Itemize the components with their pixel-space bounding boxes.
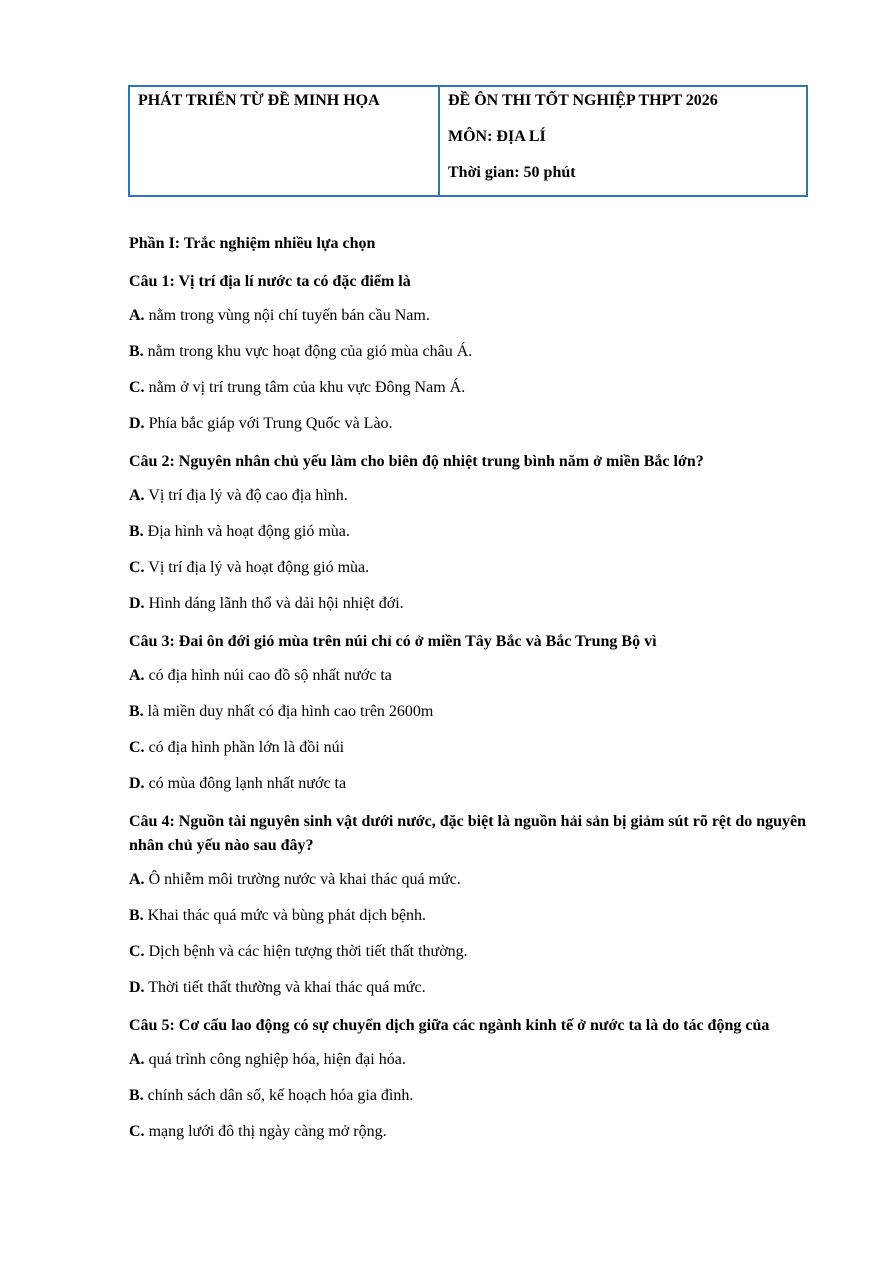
option-letter: A. (129, 871, 145, 888)
q3-option-c (129, 738, 809, 758)
q4-option-d (129, 978, 809, 998)
option-text: là miền duy nhất có địa hình cao trên 2600m (143, 703, 434, 720)
option-text: Ô nhiễm môi trường nước và khai thác quá mức. (144, 871, 461, 888)
question-1: Câu 1: Vị trí địa lí nước ta có đặc điểm là (129, 273, 411, 290)
q4-option-a (129, 870, 809, 890)
option-text: chính sách dân số, kế hoạch hóa gia đình. (143, 1087, 414, 1104)
option-text: Vị trí địa lý và độ cao địa hình. (144, 487, 348, 504)
question-2: Câu 2: Nguyên nhân chủ yếu làm cho biên độ nhiệt trung bình năm ở miền Bắc lớn? (129, 453, 704, 470)
option-letter: A. (129, 1051, 145, 1068)
section-title: Phần I: Trắc nghiệm nhiều lựa chọn (129, 235, 376, 252)
q1-option-a (129, 306, 809, 326)
q5-option-c (129, 1122, 809, 1142)
option-letter: D. (129, 595, 145, 612)
q3-option-a (129, 666, 809, 686)
q1-option-c (129, 378, 809, 398)
q5-option-b (129, 1086, 809, 1106)
question-4: Câu 4: Nguồn tài nguyên sinh vật dưới nước, đặc biệt là nguồn hải sản bị giảm sút rõ rệt do nguyên nhân chủ yếu nào sau đây? (129, 813, 807, 854)
exam-title: ĐỀ ÔN THI TỐT NGHIỆP THPT 2026 (448, 92, 718, 109)
option-letter: A. (129, 307, 145, 324)
option-text: quá trình công nghiệp hóa, hiện đại hóa. (144, 1051, 406, 1068)
header-table (128, 85, 808, 197)
q4-option-b (129, 906, 809, 926)
exam-time: Thời gian: 50 phút (448, 164, 576, 181)
q4-option-c (129, 942, 809, 962)
option-text: Địa hình và hoạt động gió mùa. (143, 523, 350, 540)
option-letter: B. (129, 907, 144, 924)
option-text: mạng lưới đô thị ngày càng mở rộng. (144, 1123, 387, 1140)
question-5: Câu 5: Cơ cấu lao động có sự chuyển dịch giữa các ngành kinh tế ở nước ta là do tác động của (129, 1017, 770, 1034)
document-body (129, 234, 809, 1158)
q5-option-a (129, 1050, 809, 1070)
q2-option-a (129, 486, 809, 506)
option-text: nằm ở vị trí trung tâm của khu vực Đông Nam Á. (144, 379, 466, 396)
option-text: Dịch bệnh và các hiện tượng thời tiết thất thường. (144, 943, 468, 960)
option-letter: B. (129, 523, 144, 540)
q2-option-b (129, 522, 809, 542)
option-letter: D. (129, 775, 145, 792)
option-letter: D. (129, 415, 145, 432)
option-text: Hình dáng lãnh thổ và dải hội nhiệt đới. (144, 595, 404, 612)
option-text: Thời tiết thất thường và khai thác quá mức. (144, 979, 426, 996)
option-letter: B. (129, 343, 144, 360)
exam-subject: MÔN: ĐỊA LÍ (448, 128, 546, 145)
header-right-cell (440, 87, 806, 195)
option-letter: C. (129, 739, 145, 756)
option-text: Phía bắc giáp với Trung Quốc và Lào. (144, 415, 393, 432)
option-letter: C. (129, 379, 145, 396)
option-text: Khai thác quá mức và bùng phát dịch bệnh. (143, 907, 427, 924)
option-letter: C. (129, 943, 145, 960)
q3-option-d (129, 774, 809, 794)
option-letter: A. (129, 667, 145, 684)
header-left-cell (130, 87, 440, 195)
option-letter: C. (129, 1123, 145, 1140)
option-letter: A. (129, 487, 145, 504)
option-letter: C. (129, 559, 145, 576)
option-text: nằm trong khu vực hoạt động của gió mùa châu Á. (143, 343, 473, 360)
option-text: nằm trong vùng nội chí tuyến bán cầu Nam. (144, 307, 430, 324)
q2-option-d (129, 594, 809, 614)
option-text: có mùa đông lạnh nhất nước ta (144, 775, 347, 792)
option-text: có địa hình núi cao đồ sộ nhất nước ta (144, 667, 392, 684)
q1-option-b (129, 342, 809, 362)
header-origin-label: PHÁT TRIỂN TỪ ĐỀ MINH HỌA (138, 92, 380, 109)
option-letter: D. (129, 979, 145, 996)
option-text: có địa hình phần lớn là đồi núi (144, 739, 345, 756)
question-3: Câu 3: Đai ôn đới gió mùa trên núi chỉ có ở miền Tây Bắc và Bắc Trung Bộ vì (129, 633, 657, 650)
q1-option-d (129, 414, 809, 434)
option-letter: B. (129, 1087, 144, 1104)
option-text: Vị trí địa lý và hoạt động gió mùa. (144, 559, 370, 576)
q2-option-c (129, 558, 809, 578)
option-letter: B. (129, 703, 144, 720)
q3-option-b (129, 702, 809, 722)
